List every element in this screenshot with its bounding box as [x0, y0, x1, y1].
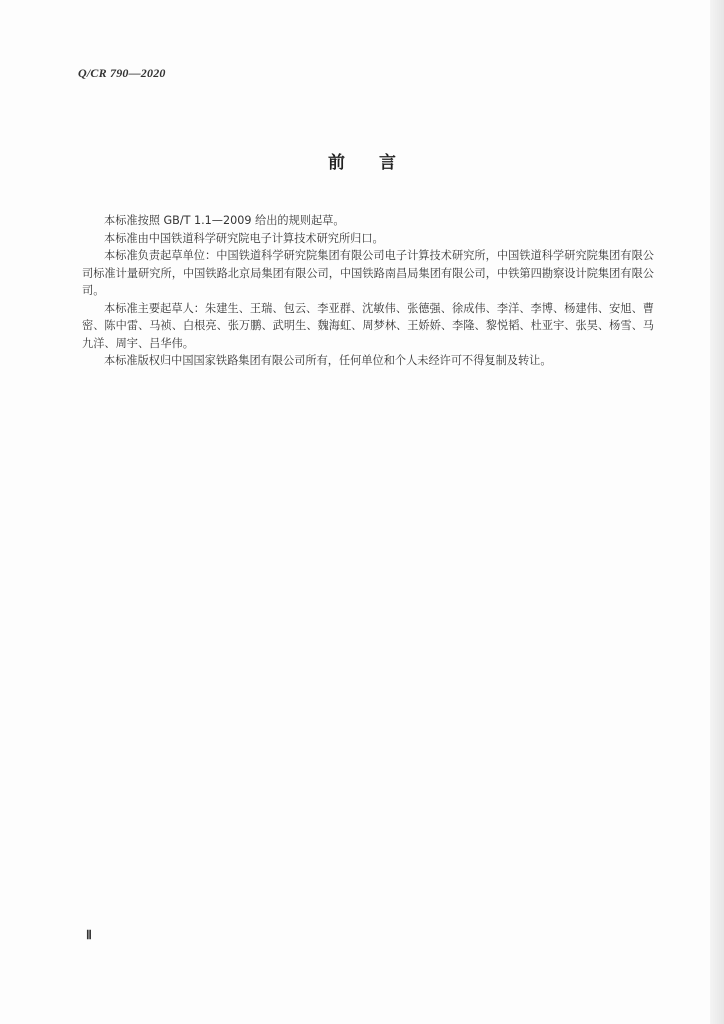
paragraph-drafters: 本标准主要起草人：朱建生、王瑞、包云、李亚群、沈敏伟、张德强、徐成伟、李洋、李博、杨建伟、安旭、曹密、陈中雷、马祯、白根亮、张万鹏、武明生、魏海虹、周梦林、王娇娇、李隆、黎悦韬、杜亚宇、张昊、杨雪、马九洋、周宇、吕华伟。 [82, 301, 654, 350]
page-title: 前言 [328, 153, 430, 173]
standard-code: Q/CR 790—2020 [78, 66, 166, 80]
page-number: Ⅱ [86, 928, 92, 942]
paragraph-drafting-units: 本标准负责起草单位：中国铁道科学研究院集团有限公司电子计算技术研究所，中国铁道科学研究院集团有限公司标准计量研究所，中国铁路北京局集团有限公司，中国铁路南昌局集团有限公司，中铁第四勘察设计院集团有限公司。 [82, 249, 654, 297]
paragraph-responsible-org: 本标准由中国铁道科学研究院电子计算技术研究所归口。 [104, 231, 384, 245]
paragraph-copyright: 本标准版权归中国国家铁路集团有限公司所有，任何单位和个人未经许可不得复制及转让。 [104, 354, 552, 367]
paragraph-drafting-rules: 本标准按照 GB/T 1.1—2009 给出的规则起草。 [104, 214, 345, 227]
foreword-body [82, 212, 654, 370]
